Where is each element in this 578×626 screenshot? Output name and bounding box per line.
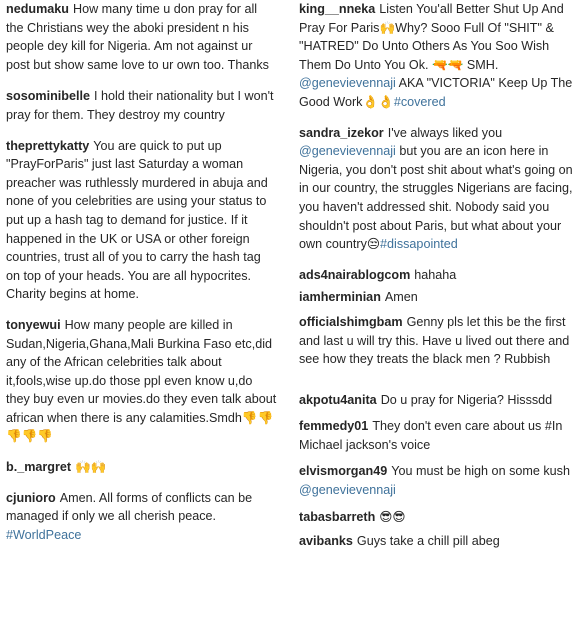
comment-item [299, 508, 573, 527]
comment-hashtag[interactable]: #dissapointed [380, 237, 458, 252]
comment-text: Guys take a chill pill abeg [356, 534, 500, 549]
comment-text: Do u pray for Nigeria? Hisssdd [380, 392, 553, 407]
comment-item [6, 316, 278, 446]
comment-text: hahaha [414, 267, 457, 282]
comment-username[interactable]: b._margret [6, 460, 72, 475]
comment-item [6, 137, 278, 304]
comment-item [299, 0, 573, 112]
comment-text: You are quick to put up "PrayForParis" just last Saturday a woman preacher was ruthlessly murdered in abuja and none of you celebrities are using your status to put up a hash tag to demand for justice. If it happened in the UK or USA or other foreign countries, trust all of you to carry the hash tag on top of your heads. You are all hypocrites. Charity begins at home. [6, 138, 268, 302]
comment-hashtag[interactable]: #covered [393, 94, 446, 109]
comment-text: You must be high on some kush [391, 464, 570, 479]
comment-text: They don't even care about us #In Michael jackson's voice [299, 419, 563, 452]
comment-text: I hold their nationality but I won't pray for them. They destroy my country [6, 89, 274, 122]
comment-text: but you are an icon here in Nigeria, you don't post shit about what's going on in our country, the struggles Nigerians are facing, you haven't addressed shit. Nobody said you shouldn't post about Paris, but what about your own country😒 [299, 144, 573, 252]
comment-item [299, 391, 573, 410]
comment-text: AKA "VICTORIA" Keep Up The Good Work👌👌 [299, 76, 573, 109]
comment-item [299, 313, 573, 369]
comment-text: Genny pls let this be the first and last u will try this. Have u lived out there and see how they treats the black men ? Rubbish [299, 314, 570, 367]
comment-username[interactable]: iamherminian [299, 290, 381, 305]
comment-text: How many people are killed in Sudan,Nigeria,Ghana,Mali Burkina Faso etc,did any of the African celebrities talk about it,fools,wise up.do those ppl even know u,do they buy even ur movies.do they even talk about african when there is any calamities.Smdh👎👎👎👎👎 [6, 317, 277, 444]
comment-text: Amen [384, 290, 418, 305]
comments-column-right [299, 0, 573, 563]
comment-username[interactable]: cjunioro [6, 490, 56, 505]
comments-column-left [6, 0, 278, 556]
comment-username[interactable]: avibanks [299, 534, 353, 549]
comment-username[interactable]: femmedy01 [299, 419, 369, 434]
comment-item [6, 489, 278, 545]
comment-item [6, 0, 278, 74]
comment-text: Amen. All forms of conflicts can be managed if only we all cherish peace. [6, 490, 253, 524]
comment-item [299, 266, 573, 285]
comment-item [299, 288, 573, 307]
comment-item [299, 532, 573, 551]
comment-item [6, 87, 278, 124]
comment-item [299, 124, 573, 254]
comment-text: I've always liked you [387, 125, 503, 140]
comment-item [299, 462, 573, 499]
comment-text: Listen You'all Better Shut Up And Pray For Paris🙌Why? Sooo Full Of "SHIT" & "HATRED" Do Unto Others As You Soo Wish Them Do Unto You Ok. 🔫🔫 SMH. [299, 2, 564, 72]
comment-text: 🙌🙌 [75, 460, 107, 475]
comment-username[interactable]: akpotu4anita [299, 392, 377, 407]
comment-item [299, 417, 573, 454]
comment-mention[interactable]: @genevievennaji [299, 76, 396, 91]
comment-username[interactable]: nedumaku [6, 2, 69, 16]
comment-hashtag[interactable]: #WorldPeace [6, 527, 82, 542]
comment-username[interactable]: elvismorgan49 [299, 464, 388, 479]
comment-item [6, 458, 278, 477]
comment-mention[interactable]: @genevievennaji [299, 483, 396, 498]
comment-username[interactable]: ads4nairablogcom [299, 267, 411, 282]
comment-mention[interactable]: @genevievennaji [299, 144, 396, 159]
comment-text: 😎😎 [379, 509, 406, 524]
comment-username[interactable]: sandra_izekor [299, 125, 384, 140]
comment-username[interactable]: officialshimgbam [299, 314, 403, 329]
comment-username[interactable]: king__nneka [299, 2, 376, 16]
comment-username[interactable]: tabasbarreth [299, 509, 376, 524]
comment-username[interactable]: tonyewui [6, 317, 61, 332]
comment-text: How many time u don pray for all the Christians wey the aboki president n his people dey kill for Nigeria. Am not against ur post but show same love to ur own too. Thanks [6, 2, 269, 72]
comment-username[interactable]: theprettykatty [6, 138, 90, 153]
comment-username[interactable]: sosominibelle [6, 89, 90, 104]
